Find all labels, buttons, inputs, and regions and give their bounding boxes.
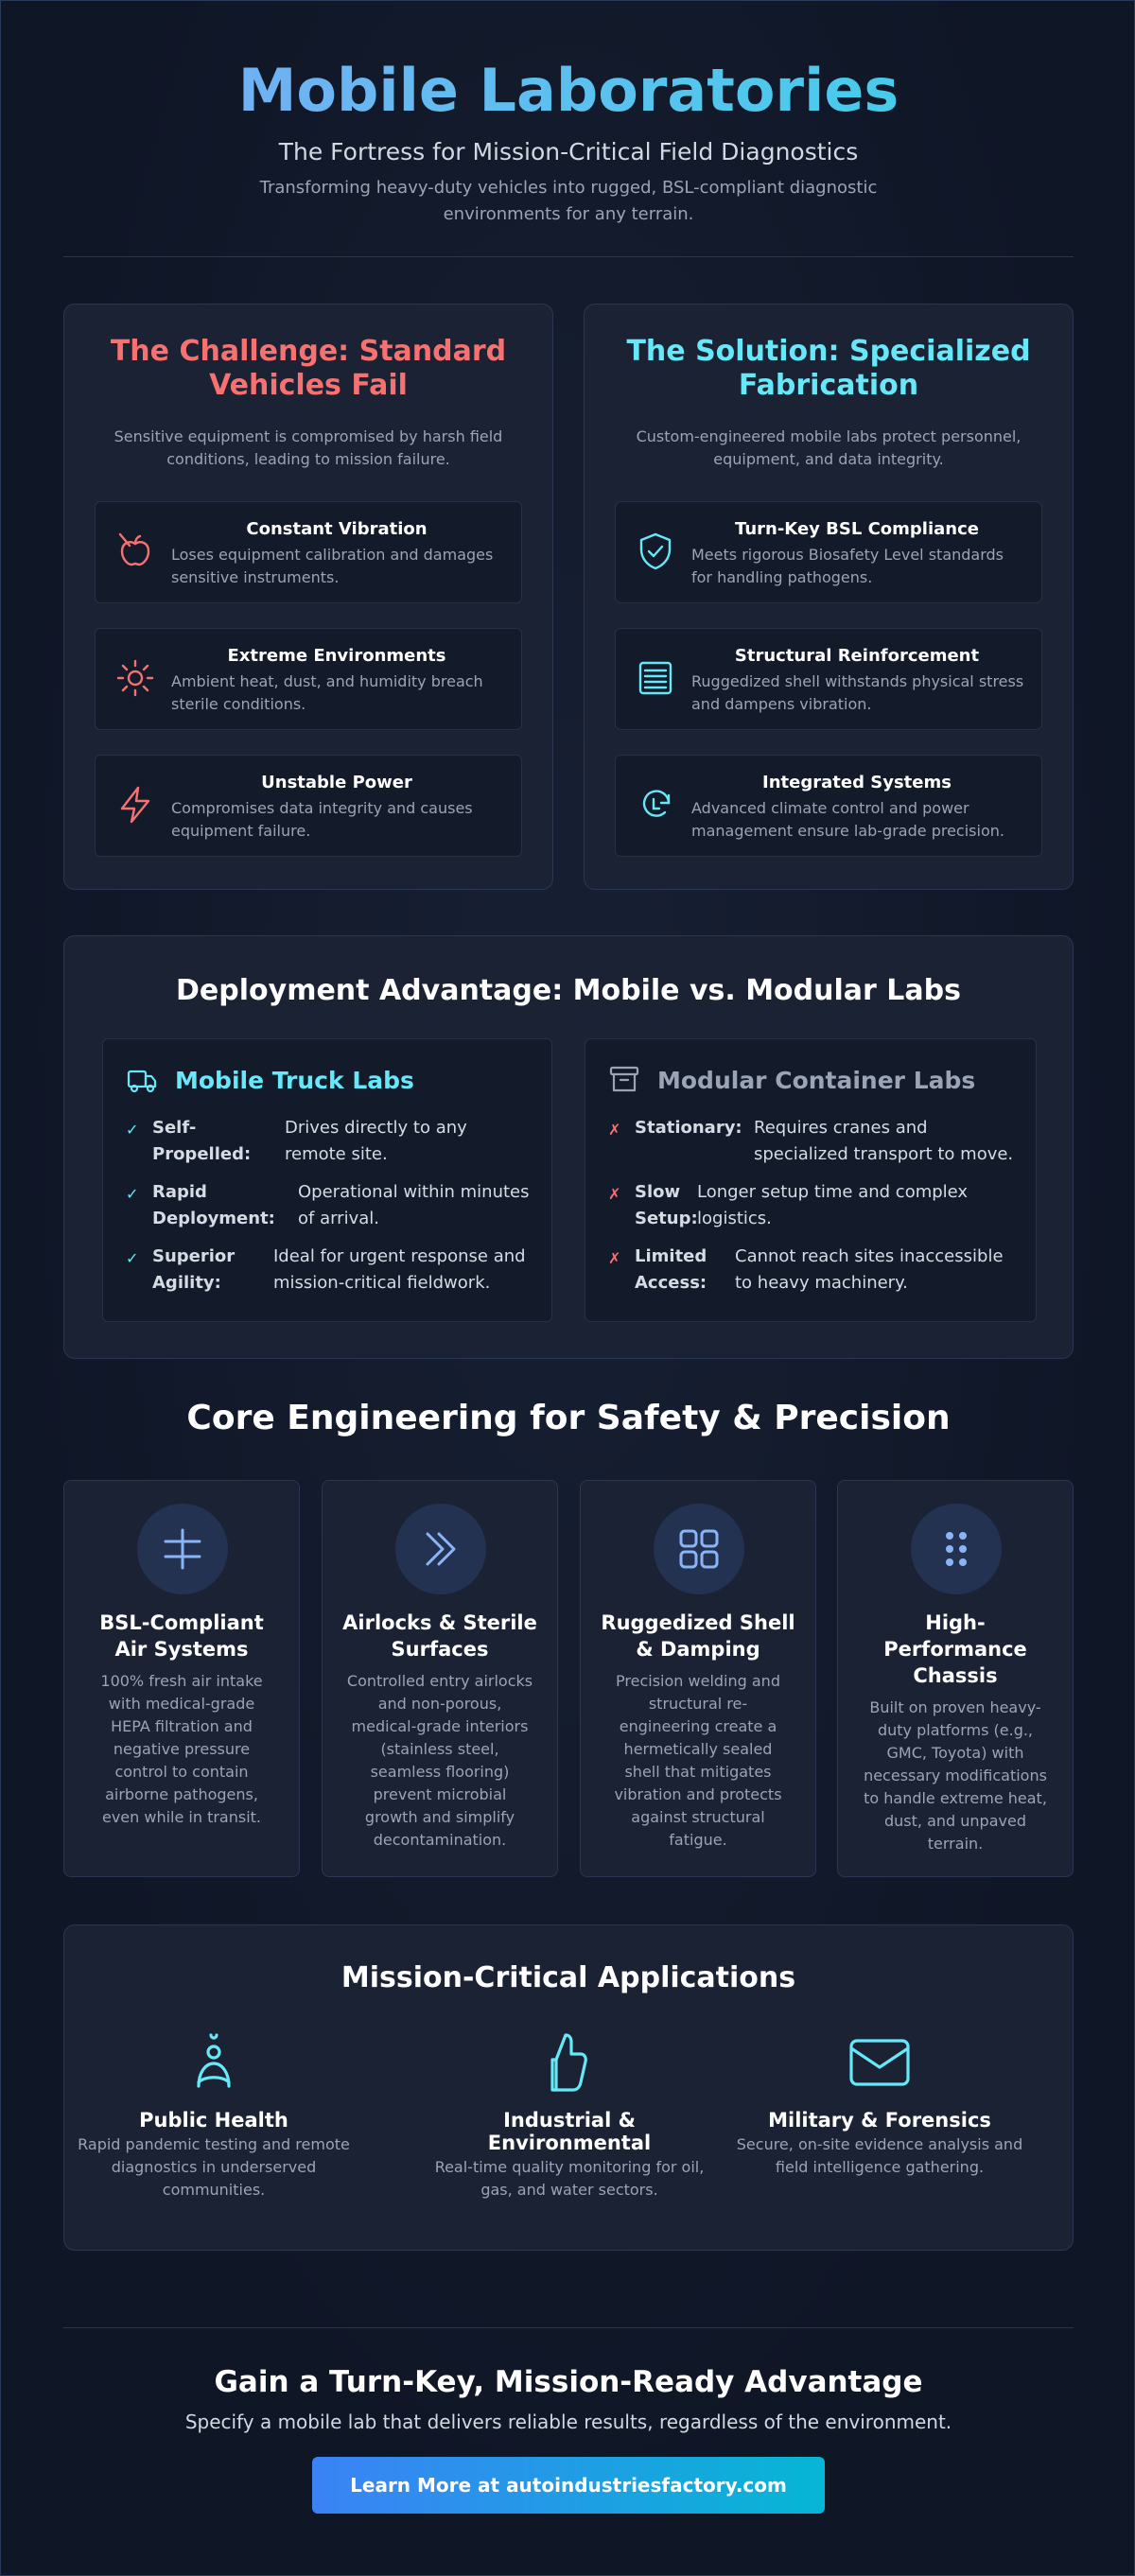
cta-subtitle: Specify a mobile lab that delivers reliable results, regardless of the environment. — [184, 2411, 952, 2433]
title-line: Air Systems — [114, 1638, 249, 1661]
desc-line: medical-grade interiors — [351, 1717, 529, 1735]
row-text — [754, 1115, 1013, 1168]
desc-line: Rapid pandemic testing and remote — [78, 2135, 350, 2153]
tagline-line: environments for any terrain. — [443, 204, 694, 224]
text-line: to heavy machinery. — [735, 1273, 908, 1293]
desc-line: Ambient heat, dust, and humidity breach — [171, 672, 483, 690]
comparison-title: Deployment Advantage: Mobile vs. Modular Labs — [176, 974, 961, 1007]
desc-line: diagnostics in underserved — [111, 2158, 317, 2176]
desc-line: growth and simplify — [364, 1808, 515, 1826]
title-line: High- — [925, 1611, 986, 1634]
row-text — [285, 1115, 467, 1168]
application-title: Military & Forensics — [768, 2109, 991, 2132]
row-label — [152, 1244, 235, 1297]
layers-icon — [635, 657, 676, 699]
desc-line: equipment, and data integrity. — [713, 450, 944, 468]
feature-card — [63, 1480, 300, 1877]
check-icon: ✓ — [126, 1121, 139, 1139]
title-line: Chassis — [913, 1664, 998, 1687]
feature-card — [322, 1480, 558, 1877]
text-line: Drives directly to any — [285, 1118, 467, 1138]
row-label — [152, 1179, 275, 1232]
label-line: Slow — [635, 1182, 681, 1202]
solution-panel — [584, 304, 1074, 890]
desc-line: and non-porous, — [377, 1695, 502, 1713]
feature-desc — [859, 1697, 1052, 1855]
item-desc — [691, 544, 1026, 589]
cross-icon: ✗ — [608, 1121, 621, 1139]
item-title: Constant Vibration — [246, 519, 428, 539]
row-label — [635, 1115, 742, 1141]
feature-desc — [602, 1670, 794, 1852]
label-line: Self- — [152, 1118, 197, 1138]
feature-title — [851, 1610, 1059, 1689]
desc-line: to handle extreme heat, — [864, 1789, 1047, 1807]
desc-line: for handling pathogens. — [691, 568, 873, 586]
broken-apple-icon — [114, 531, 156, 572]
title-line: Performance — [883, 1638, 1027, 1661]
row-label — [635, 1244, 707, 1297]
feature-grid — [63, 1480, 1074, 1877]
item-title: Integrated Systems — [762, 773, 952, 792]
item-title: Structural Reinforcement — [734, 646, 980, 666]
desc-line: duty platforms (e.g., — [877, 1721, 1034, 1739]
engineering-section — [63, 1399, 1074, 1437]
item-title: Extreme Environments — [227, 646, 446, 666]
divider — [63, 2327, 1074, 2328]
label-line: Stationary: — [635, 1118, 742, 1138]
lightning-icon — [114, 784, 156, 826]
label-line: Rapid — [152, 1182, 207, 1202]
desc-line: Precision welding and — [616, 1672, 780, 1690]
archive-box-icon — [608, 1064, 640, 1096]
desc-line: against structural — [631, 1808, 765, 1826]
mobile-labs-header — [126, 1064, 414, 1096]
text-line: remote site. — [285, 1144, 388, 1164]
desc-line: field intelligence gathering. — [775, 2158, 985, 2176]
modular-labs-card — [585, 1038, 1037, 1322]
row-text — [735, 1244, 1004, 1297]
text-line: Ideal for urgent response and — [273, 1246, 526, 1266]
feature-desc — [85, 1670, 278, 1829]
desc-line: airborne pathogens, — [105, 1785, 258, 1803]
comparison-panel — [63, 935, 1074, 1359]
feature-title — [336, 1610, 544, 1662]
truck-icon — [126, 1064, 158, 1096]
desc-line: Controlled entry airlocks — [346, 1672, 533, 1690]
tagline-line: Transforming heavy-duty vehicles into rugged, BSL-compliant diagnostic — [259, 178, 878, 198]
page-title: Mobile Laboratories — [63, 56, 1074, 125]
desc-line: GMC, Toyota) with — [886, 1744, 1024, 1762]
desc-line: hermetically sealed — [623, 1740, 773, 1758]
desc-line: prevent microbial — [373, 1785, 507, 1803]
desc-line: (stainless steel, — [380, 1740, 499, 1758]
text-line: Cannot reach sites inaccessible — [735, 1246, 1004, 1266]
desc-line: vibration and protects — [614, 1785, 782, 1803]
mobile-labs-card — [102, 1038, 552, 1322]
modular-labs-title: Modular Container Labs — [657, 1066, 976, 1094]
item-title: Turn-Key BSL Compliance — [735, 519, 979, 539]
row-text — [273, 1244, 526, 1297]
solution-item — [615, 755, 1042, 857]
cta-title: Gain a Turn-Key, Mission-Ready Advantage — [214, 2365, 923, 2399]
title-line: Ruggedized Shell — [601, 1611, 795, 1634]
text-line: logistics. — [697, 1209, 772, 1228]
row-label — [635, 1179, 698, 1232]
challenge-desc — [83, 426, 533, 471]
item-desc — [691, 797, 1026, 843]
applications-panel — [63, 1924, 1074, 2251]
text-line: mission-critical fieldwork. — [273, 1273, 491, 1293]
page-tagline — [63, 175, 1074, 228]
application-title: Public Health — [139, 2109, 288, 2132]
title-line: The Challenge: Standard — [110, 335, 507, 368]
application-desc — [730, 2133, 1029, 2179]
feature-title — [594, 1610, 802, 1662]
text-line: specialized transport to move. — [754, 1144, 1014, 1164]
desc-line: Compromises data integrity and causes — [171, 799, 473, 817]
desc-line: sensitive instruments. — [171, 568, 340, 586]
desc-line: communities. — [162, 2181, 266, 2199]
desc-line: dust, and unpaved — [884, 1812, 1026, 1830]
title-line: Fabrication — [738, 369, 919, 402]
title-line: & Damping — [636, 1638, 760, 1661]
label-line: Deployment: — [152, 1209, 275, 1228]
label-line: Limited — [635, 1246, 707, 1266]
double-chevron-icon — [395, 1504, 486, 1594]
desc-line: Advanced climate control and power — [691, 799, 969, 817]
mobile-labs-title: Mobile Truck Labs — [175, 1066, 414, 1094]
air-vent-icon — [137, 1504, 228, 1594]
item-desc — [691, 670, 1026, 716]
application-title: Industrial & Environmental — [487, 2109, 652, 2154]
person-health-icon — [180, 2028, 248, 2096]
text-line: Requires cranes and — [754, 1118, 928, 1138]
row-text — [298, 1179, 530, 1232]
application-desc — [420, 2156, 719, 2202]
thumbs-up-icon — [535, 2028, 603, 2096]
power-cycle-icon — [635, 784, 676, 826]
desc-line: even while in transit. — [101, 1808, 262, 1826]
desc-line: gas, and water sectors. — [480, 2181, 658, 2199]
feature-desc — [343, 1670, 536, 1852]
desc-line: 100% fresh air intake — [100, 1672, 263, 1690]
cross-icon: ✗ — [608, 1185, 621, 1203]
application-item — [730, 2028, 1029, 2179]
item-desc — [171, 797, 506, 843]
label-line: Superior — [152, 1246, 236, 1266]
desc-line: terrain. — [927, 1835, 984, 1853]
envelope-icon — [846, 2028, 914, 2096]
desc-line: Loses equipment calibration and damages — [171, 546, 494, 564]
label-line: Propelled: — [152, 1144, 252, 1164]
application-item — [64, 2028, 363, 2202]
item-desc — [171, 544, 506, 589]
feature-card — [580, 1480, 816, 1877]
label-line: Access: — [635, 1273, 707, 1293]
title-line: Surfaces — [391, 1638, 489, 1661]
sun-icon — [114, 657, 156, 699]
desc-line: Built on proven heavy- — [869, 1698, 1041, 1716]
cross-icon: ✗ — [608, 1249, 621, 1267]
desc-line: shell that mitigates — [624, 1763, 772, 1781]
row-label — [152, 1115, 251, 1168]
desc-line: decontamination. — [373, 1831, 507, 1849]
challenge-panel — [63, 304, 553, 890]
label-line: Agility: — [152, 1273, 221, 1293]
desc-line: structural re- — [648, 1695, 748, 1713]
feature-title — [78, 1610, 286, 1662]
grid-squares-icon — [654, 1504, 744, 1594]
desc-line: Custom-engineered mobile labs protect personnel, — [636, 427, 1022, 445]
desc-line: Sensitive equipment is compromised by harsh field — [114, 427, 503, 445]
desc-line: Meets rigorous Biosafety Level standards — [691, 546, 1004, 564]
desc-line: negative pressure — [113, 1740, 251, 1758]
application-item — [420, 2028, 719, 2202]
divider — [63, 256, 1074, 257]
applications-title: Mission-Critical Applications — [340, 1961, 796, 1994]
text-line: Operational within minutes — [298, 1182, 530, 1202]
text-line: of arrival. — [298, 1209, 379, 1228]
learn-more-button[interactable]: Learn More at autoindustriesfactory.com — [312, 2457, 825, 2514]
desc-line: and dampens vibration. — [691, 695, 872, 713]
page-header — [63, 56, 1074, 228]
label-line: Setup: — [635, 1209, 698, 1228]
desc-line: Secure, on-site evidence analysis and — [736, 2135, 1023, 2153]
solution-desc — [603, 426, 1054, 471]
cta-section — [63, 2365, 1074, 2433]
desc-line: control to contain — [114, 1763, 249, 1781]
desc-line: conditions, leading to mission failure. — [166, 450, 450, 468]
desc-line: Ruggedized shell withstands physical stress — [691, 672, 1024, 690]
title-line: The Solution: Specialized — [626, 335, 1031, 368]
challenge-title — [74, 335, 543, 403]
check-icon: ✓ — [126, 1249, 139, 1267]
solution-title — [594, 335, 1063, 403]
title-line: BSL-Compliant — [99, 1611, 264, 1634]
title-line: Airlocks & Sterile — [342, 1611, 537, 1634]
desc-line: with medical-grade — [108, 1695, 255, 1713]
desc-line: engineering create a — [619, 1717, 777, 1735]
desc-line: HEPA filtration and — [111, 1717, 253, 1735]
desc-line: fatigue. — [669, 1831, 727, 1849]
challenge-item — [95, 501, 522, 603]
feature-card — [837, 1480, 1074, 1877]
page-subtitle: The Fortress for Mission-Critical Field Diagnostics — [278, 138, 859, 165]
row-text — [697, 1179, 968, 1232]
item-title: Unstable Power — [261, 773, 412, 792]
item-desc — [171, 670, 506, 716]
challenge-item — [95, 628, 522, 730]
text-line: Longer setup time and complex — [697, 1182, 969, 1202]
desc-line: Real-time quality monitoring for oil, — [434, 2158, 705, 2176]
desc-line: management ensure lab-grade precision. — [691, 822, 1004, 840]
dots-grid-icon — [911, 1504, 1002, 1594]
check-icon: ✓ — [126, 1185, 139, 1203]
engineering-title: Core Engineering for Safety & Precision — [186, 1399, 951, 1437]
desc-line: sterile conditions. — [171, 695, 306, 713]
challenge-item — [95, 755, 522, 857]
desc-line: equipment failure. — [171, 822, 311, 840]
application-desc — [64, 2133, 363, 2202]
solution-item — [615, 628, 1042, 730]
modular-labs-header — [608, 1064, 975, 1096]
desc-line: seamless flooring) — [370, 1763, 510, 1781]
solution-item — [615, 501, 1042, 603]
shield-check-icon — [635, 531, 676, 572]
title-line: Vehicles Fail — [209, 369, 408, 402]
desc-line: necessary modifications — [864, 1767, 1047, 1784]
